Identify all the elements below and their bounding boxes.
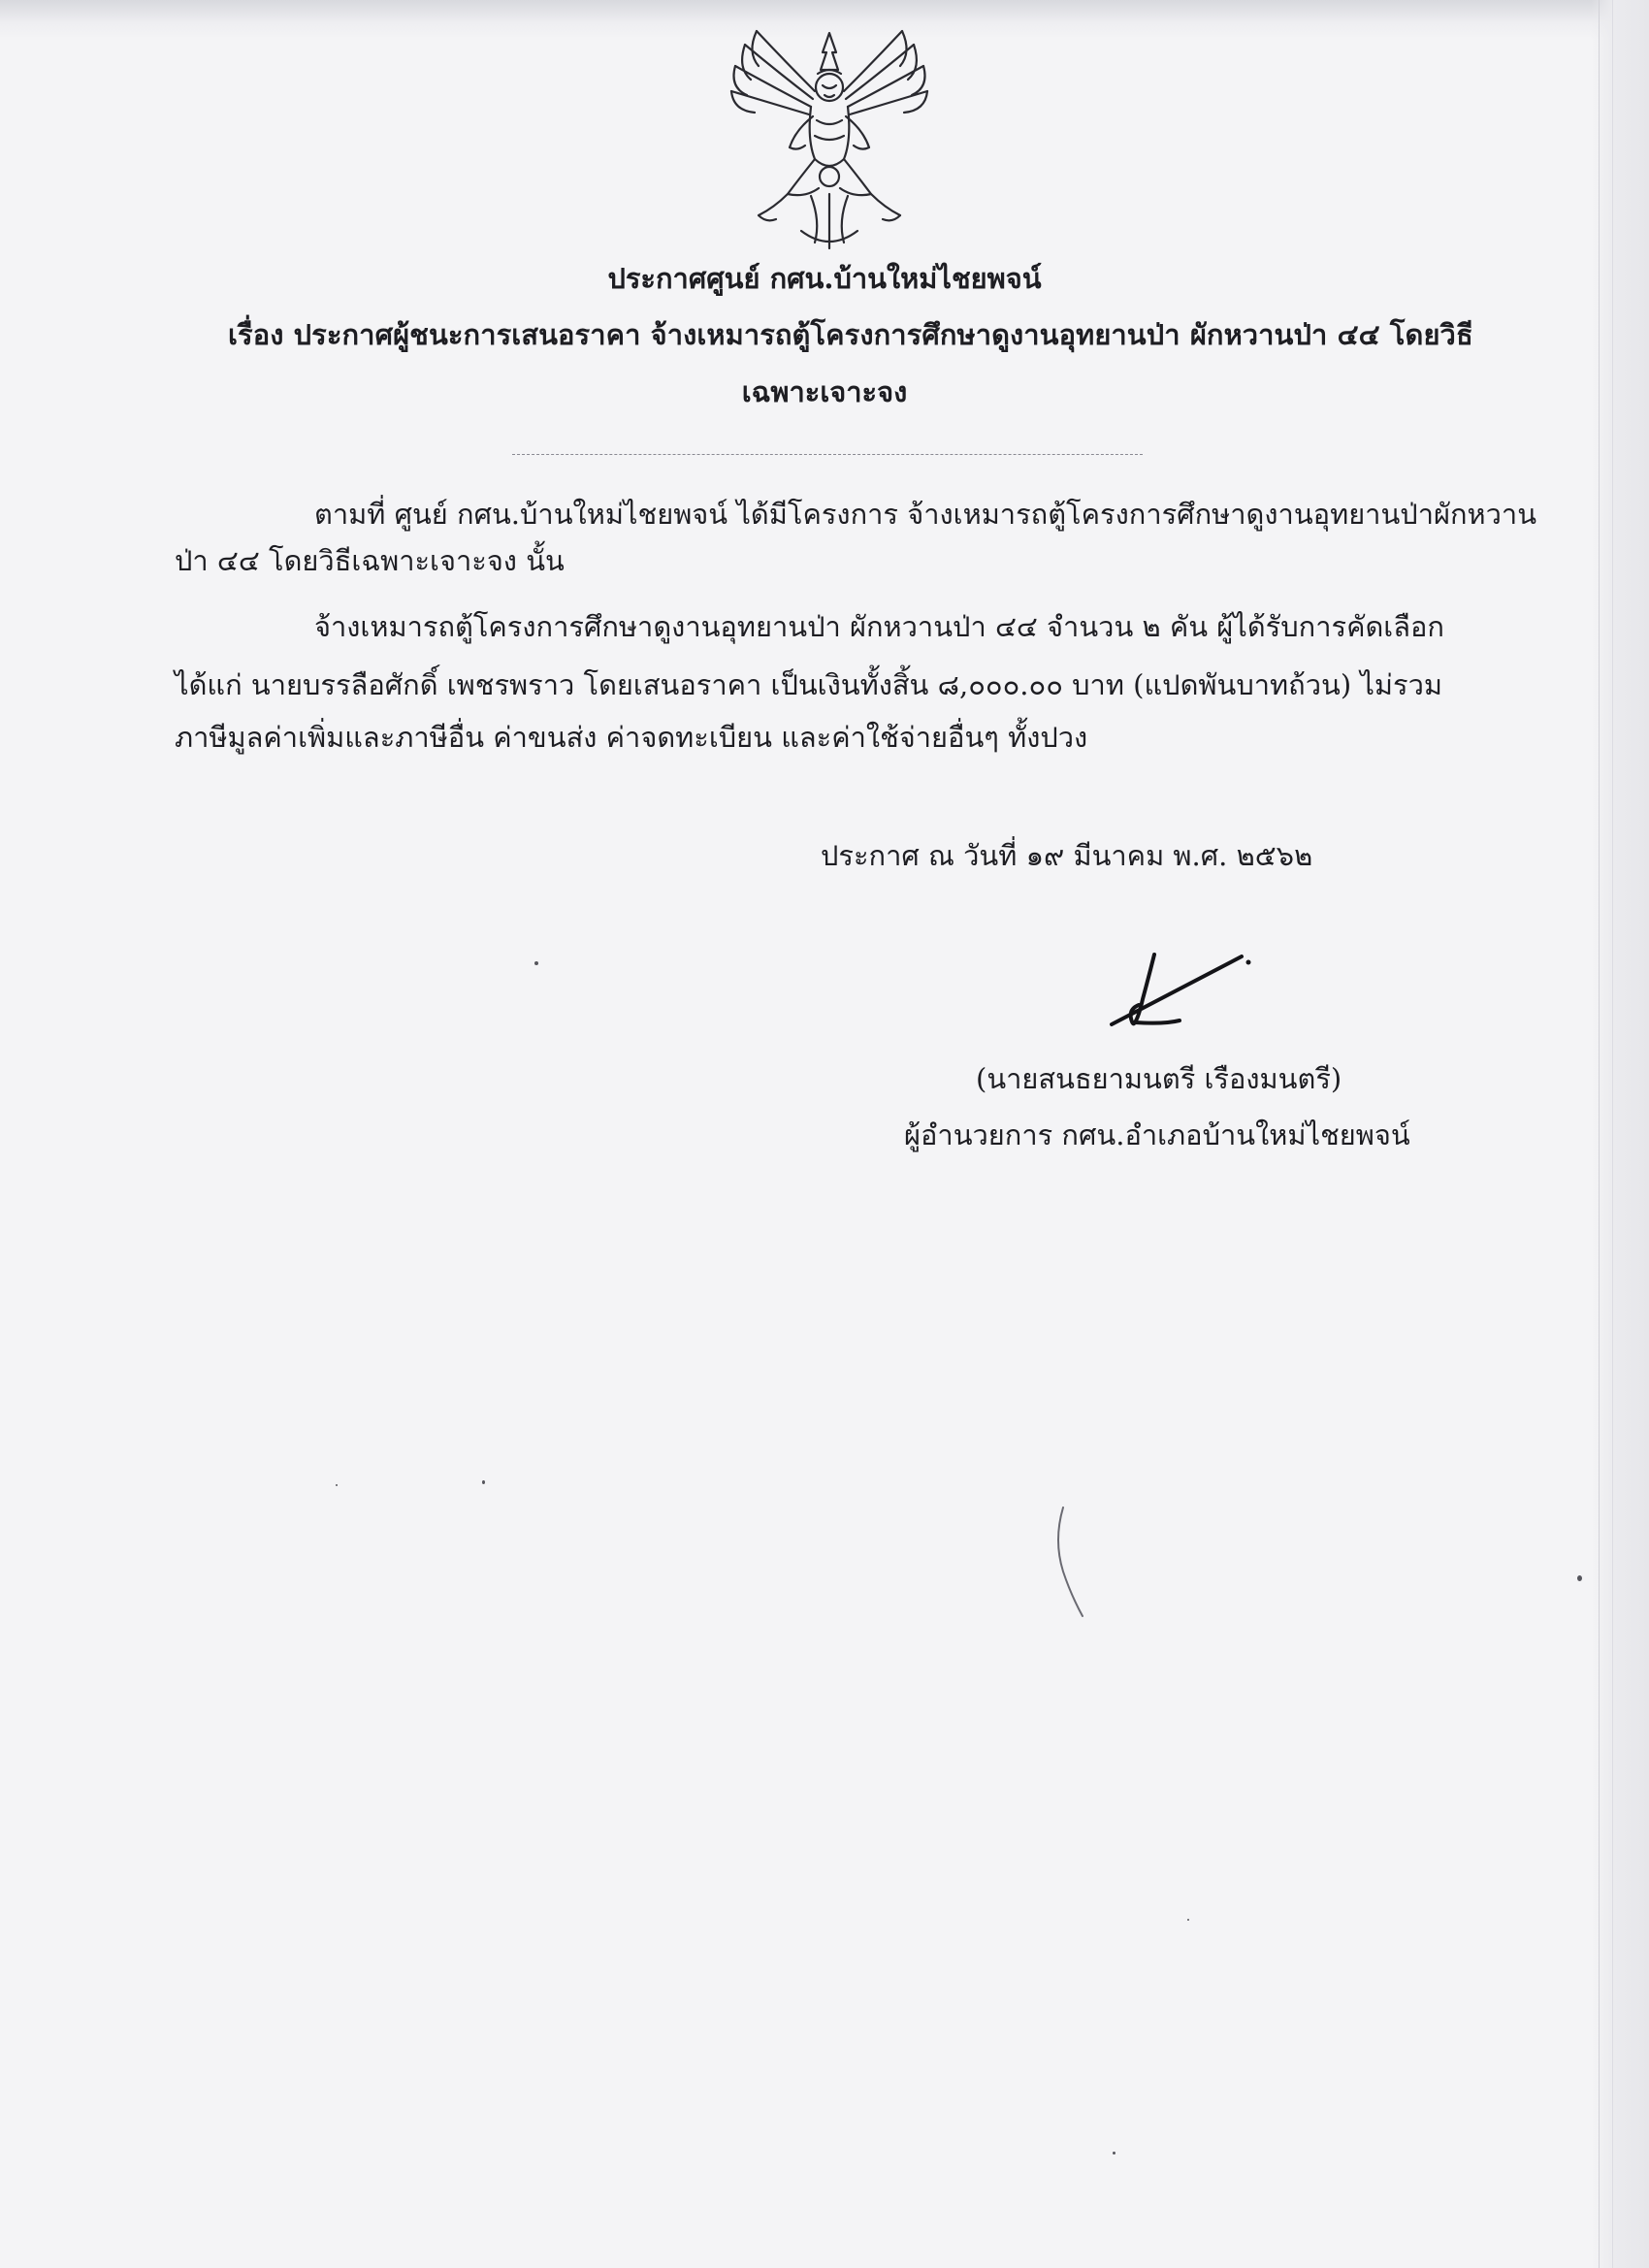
signature-mark <box>1096 949 1271 1036</box>
scan-speck <box>1577 1575 1582 1581</box>
paragraph-1-line-2: ป่า ๔๔ โดยวิธีเฉพาะเจาะจง นั้น <box>175 544 565 577</box>
scan-stroke-artifact <box>1048 1502 1086 1628</box>
document-subject: เรื่อง ประกาศผู้ชนะการเสนอราคา จ้างเหมารถตู้โครงการศึกษาดูงานอุทยานป่า ผักหวานป่า ๔๔ โดยวิธี <box>228 318 1473 351</box>
scan-edge-line <box>1599 0 1600 2268</box>
signer-name: (นายสนธยามนตรี เรืองมนตรี) <box>976 1062 1342 1095</box>
scan-edge-line <box>1612 0 1613 2268</box>
signer-position: ผู้อำนวยการ กศน.อำเภอบ้านใหม่ไชยพจน์ <box>904 1118 1410 1151</box>
document-title: ประกาศศูนย์ กศน.บ้านใหม่ไชยพจน์ <box>607 262 1042 295</box>
scan-speck <box>482 1480 485 1484</box>
document-subject-continued: เฉพาะเจาะจง <box>741 375 908 408</box>
paragraph-2-line-3: ภาษีมูลค่าเพิ่มและภาษีอื่น ค่าขนส่ง ค่าจดทะเบียน และค่าใช้จ่ายอื่นๆ ทั้งปวง <box>175 721 1088 754</box>
garuda-emblem-icon <box>718 23 941 256</box>
paragraph-2-line-1: จ้างเหมารถตู้โครงการศึกษาดูงานอุทยานป่า ผักหวานป่า ๔๔ จำนวน ๒ คัน ผู้ได้รับการคัดเลือก <box>314 610 1444 643</box>
announcement-date: ประกาศ ณ วันที่ ๑๙ มีนาคม พ.ศ. ๒๕๖๒ <box>821 839 1313 872</box>
paragraph-2-line-2: ได้แก่ นายบรรลือศักดิ์ เพชรพราว โดยเสนอราคา เป็นเงินทั้งสิ้น ๘,๐๐๐.๐๐ บาท (แปดพันบาทถ้วน) ไม่รวม <box>175 668 1443 701</box>
scan-speck <box>1187 1919 1189 1921</box>
title-divider <box>512 454 1143 455</box>
paragraph-1-line-1: ตามที่ ศูนย์ กศน.บ้านใหม่ไชยพจน์ ได้มีโครงการ จ้างเหมารถตู้โครงการศึกษาดูงานอุทยานป่าผักหวาน <box>314 498 1537 531</box>
scan-speck <box>336 1484 338 1486</box>
scan-speck <box>534 961 538 965</box>
scan-shadow-right <box>1591 0 1649 2268</box>
scan-speck <box>1113 2152 1116 2155</box>
